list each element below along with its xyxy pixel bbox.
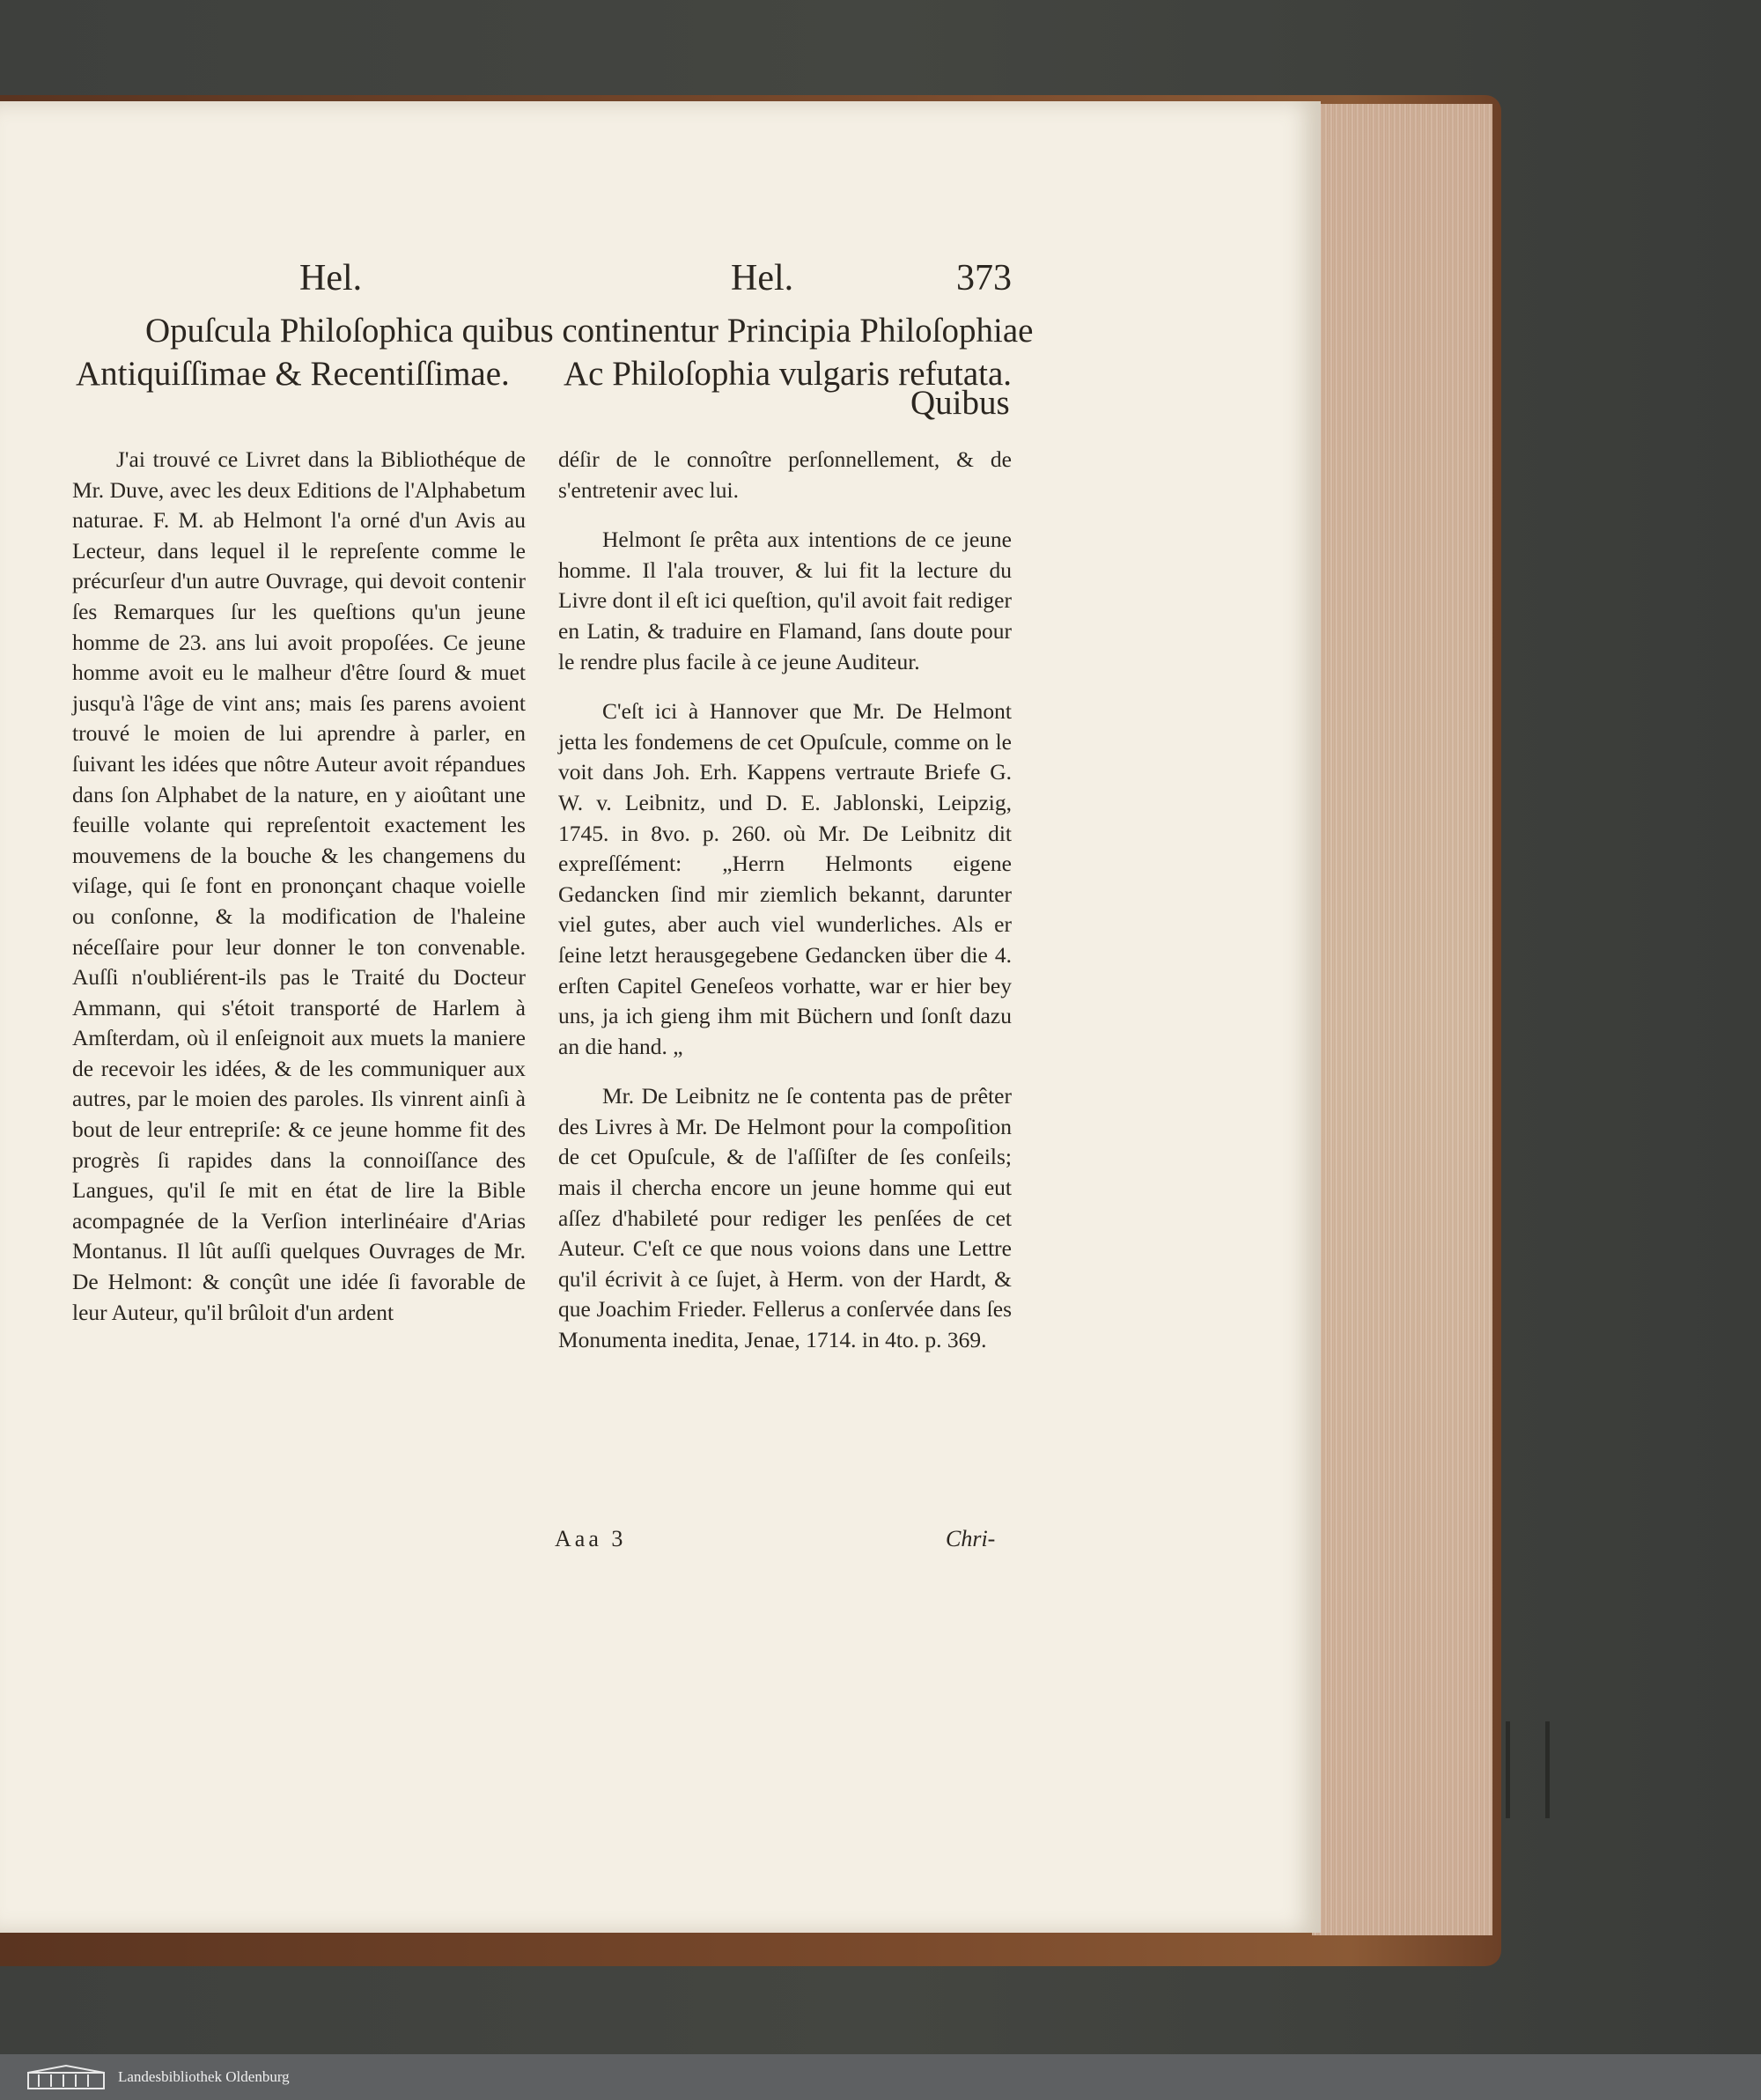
page-number: 373 bbox=[956, 258, 1012, 298]
left-paragraph: J'ai trouvé ce Livret dans la Bibliothéque de Mr. Duve, avec les deux Editions de l'Alphabetum naturae. F. M. ab Helmont l'a orné d'un Avis au Lecteur, dans lequel il le repreſente comme le précurſeur d'un autre Ouvrage, qui devoit contenir ſes Remarques ſur les queſtions qu'un jeune homme de 23. ans lui avoit propoſées. Ce jeune homme avoit eu le malheur d'être ſourd & muet jusqu'à l'âge de vint ans; mais ſes parens avoient trouvé le moien de lui aprendre à parler, en ſuivant les idées que nôtre Auteur avoit répandues dans ſon Alphabet de la nature, en y aioûtant une feuille volante qui repreſentoit exactement les mouvemens de la bouche & les changemens du viſage, qui ſe font en prononçant chaque voielle ou conſonne, & la modification de l'haleine néceſſaire pour leur donner le ton convenable. Auſſi n'oubliérent-ils pas le Traité du Docteur Ammann, qui s'étoit transporté de Harlem à Amſterdam, où il enſeignoit aux muets la maniere de recevoir les idées, & de les communiquer aux autres, par le moien des paroles. Ils vinrent ainſi à bout de leur entrepriſe: & ce jeune homme fit des progrès ſi rapides dans la connoiſſance des Langues, qu'il ſe mit en état de lire la Bible acompagnée de la Verſion interlinéaire d'Arias Montanus. Il lût auſſi quelques Ouvrages de Mr. De Helmont: & conçût une idée ſi favorable de leur Auteur, qu'il brûloit d'un ardent bbox=[72, 446, 526, 1325]
right-paragraph-2: Helmont ſe prêta aux intentions de ce jeune homme. Il l'ala trouver, & lui fit la lecture du Livre dont il eſt ici queſtion, qu'il avoit fait rediger en Latin, & traduire en Flamand, ſans doute pour le rendre plus facile à ce jeune Auditeur. bbox=[558, 527, 1012, 674]
right-paragraph-1: déſir de le connoître perſonnellement, & de s'entretenir avec lui. bbox=[558, 446, 1012, 503]
library-building-icon bbox=[26, 2064, 106, 2090]
right-paragraph-4: Mr. De Leibnitz ne ſe contenta pas de prêter des Livres à Mr. De Helmont pour la compoſition de cet Opuſcule, & de l'aſſiſter de ſes conſeils; mais il chercha encore un jeune homme qui eut aſſez d'habileté pour rediger les penſées de cet Auteur. C'eſt ce que nous voions dans une Lettre qu'il écrivit à ce ſujet, à Herm. von der Hardt, & que Joachim Frieder. Fellerus a conſervée dans ſes Monumenta inedita, Jenae, 1714. in 4to. p. 369. bbox=[558, 1083, 1012, 1353]
running-head-right: Hel. bbox=[731, 258, 794, 298]
right-paragraph-3: C'eſt ici à Hannover que Mr. De Helmont jetta les fondemens de cet Opuſcule, comme on le voit dans Joh. Erh. Kappens vertraute Briefe G. W. v. Leibnitz, und D. E. Jablonski, Leipzig, 1745. in 8vo. p. 260. où Mr. De Leibnitz dit expreſſément: „Herrn Helmonts eigene Gedancken ſind mir ziemlich bekannt, darunter viel gutes, aber auch viel wunderliches. Als er ſeine letzt herausgegebene Gedancken über die 4. erſten Capitel Geneſeos vorhatte, war er hier bey uns, ja ich gieng ihm mit Büchern und ſonſt dazu an die hand. „ bbox=[558, 698, 1012, 1059]
footer-label: Landesbibliothek Oldenburg bbox=[118, 2068, 290, 2085]
catchword: Chri- bbox=[946, 1526, 996, 1551]
title-line-3: Quibus bbox=[910, 384, 1010, 422]
title-line-1: Opuſcula Philoſophica quibus continentur Principia Philoſophiae bbox=[145, 312, 1034, 350]
left-column bbox=[72, 445, 526, 1328]
title-line-2-left: Antiquiſſimae & Recentiſſimae. bbox=[76, 355, 510, 393]
title-line-2-right: Ac Philoſophia vulgaris refutata. bbox=[564, 355, 1013, 393]
bookmark-ribbon bbox=[1506, 1721, 1550, 1818]
signature-mark: Aaa 3 bbox=[555, 1526, 627, 1551]
page-edges bbox=[1312, 104, 1492, 1935]
running-head-left: Hel. bbox=[299, 258, 363, 298]
footer-bar bbox=[0, 2054, 1761, 2100]
right-column bbox=[558, 445, 1012, 1356]
